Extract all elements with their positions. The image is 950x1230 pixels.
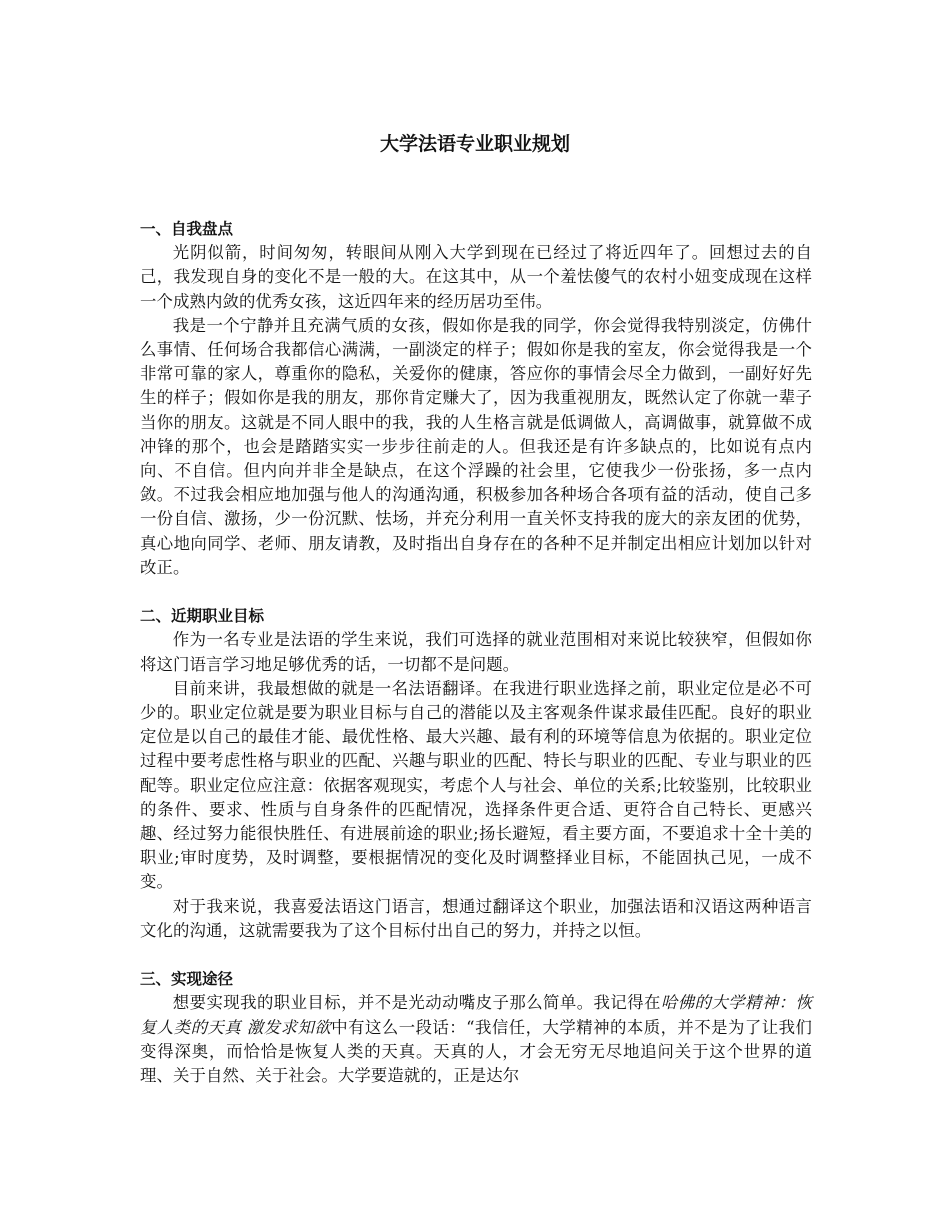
paragraph: 作为一名专业是法语的学生来说，我们可选择的就业范围相对来说比较狭窄，但假如你将这门语言学习地足够优秀的话，一切都不是问题。 (140, 630, 812, 674)
section-approach (140, 967, 812, 1088)
section-heading: 一、自我盘点 (140, 220, 234, 238)
section-spacer (140, 943, 812, 967)
section-career-goal (140, 604, 812, 943)
paragraph-text: 中有这么一段话：“我信任，大学精神的本质，并不是为了让我们变得深奥，而恰恰是恢复人类的天真。天真的人，才会无穷无尽地追问关于这个世界的道理、关于自然、关于社会。大学要造就的，正是达尔 (140, 1017, 812, 1086)
paragraph: 对于我来说，我喜爱法语这门语言，想通过翻译这个职业，加强法语和汉语这两种语言文化的沟通，这就需要我为了这个目标付出自己的努力，并持之以恒。 (140, 896, 812, 940)
section-spacer (140, 580, 812, 604)
section-heading: 二、近期职业目标 (140, 607, 265, 626)
paragraph (140, 991, 812, 1088)
document-body (140, 217, 812, 1088)
paragraph: 我是一个宁静并且充满气质的女孩，假如你是我的同学，你会觉得我特别淡定，仿佛什么事情、任何场合我都信心满满，一副淡定的样子；假如你是我的室友，你会觉得我是一个非常可靠的家人，尊重你的隐私，关爱你的健康，答应你的事情会尽全力做到，一副好好先生的样子；假如你是我的朋友，那你肯定赚大了，因为我重视朋友，既然认定了你就一辈子当你的朋友。这就是不同人眼中的我，我的人生格言就是低调做人，高调做事，就算做不成冲锋的那个，也会是踏踏实实一步步往前走的人。但我还是有许多缺点的，比如说有点内向、不自信。但内向并非全是缺点，在这个浮躁的社会里，它使我少一份张扬，多一点内敛。不过我会相应地加强与他人的沟通沟通，积极参加各种场合各项有益的活动，使自己多一份自信、激扬，少一份沉默、怯场，并充分利用一直关怀支持我的庞大的亲友团的优势，真心地向同学、老师、朋友请教，及时指出自身存在的各种不足并制定出相应计划加以针对改正。 (140, 315, 812, 577)
paragraph: 光阴似箭，时间匆匆，转眼间从刚入大学到现在已经过了将近四年了。回想过去的自己，我发现自身的变化不是一般的大。在这其中，从一个羞怯傻气的农村小妞变成现在这样一个成熟内敛的优秀女孩，这近四年来的经历居功至伟。 (140, 243, 812, 311)
paragraph-text: 想要实现我的职业目标，并不是光动动嘴皮子那么简单。我记得在 (172, 993, 661, 1013)
paragraph: 目前来讲，我最想做的就是一名法语翻译。在我进行职业选择之前，职业定位是必不可少的。职业定位就是要为职业目标与自己的潜能以及主客观条件谋求最佳匹配。良好的职业定位是以自己的最佳才能、最优性格、最大兴趣、最有利的环境等信息为依据的。职业定位过程中要考虑性格与职业的匹配、兴趣与职业的匹配、特长与职业的匹配、专业与职业的匹配等。职业定位应注意：依据客观现实，考虑个人与社会、单位的关系;比较鉴别，比较职业的条件、要求、性质与自身条件的匹配情况，选择条件更合适、更符合自己特长、更感兴趣、经过努力能很快胜任、有进展前途的职业;扬长避短，看主要方面，不要追求十全十美的职业;审时度势，及时调整，要根据情况的变化及时调整择业目标，不能固执己见，一成不变。 (140, 678, 812, 892)
section-heading: 三、实现途径 (140, 970, 234, 989)
section-self-assessment (140, 217, 812, 580)
document-title: 大学法语专业职业规划 (379, 133, 570, 155)
book-title-italic: 哈佛的大学精神：恢复人类的天真 激发求知欲 (140, 993, 812, 1037)
